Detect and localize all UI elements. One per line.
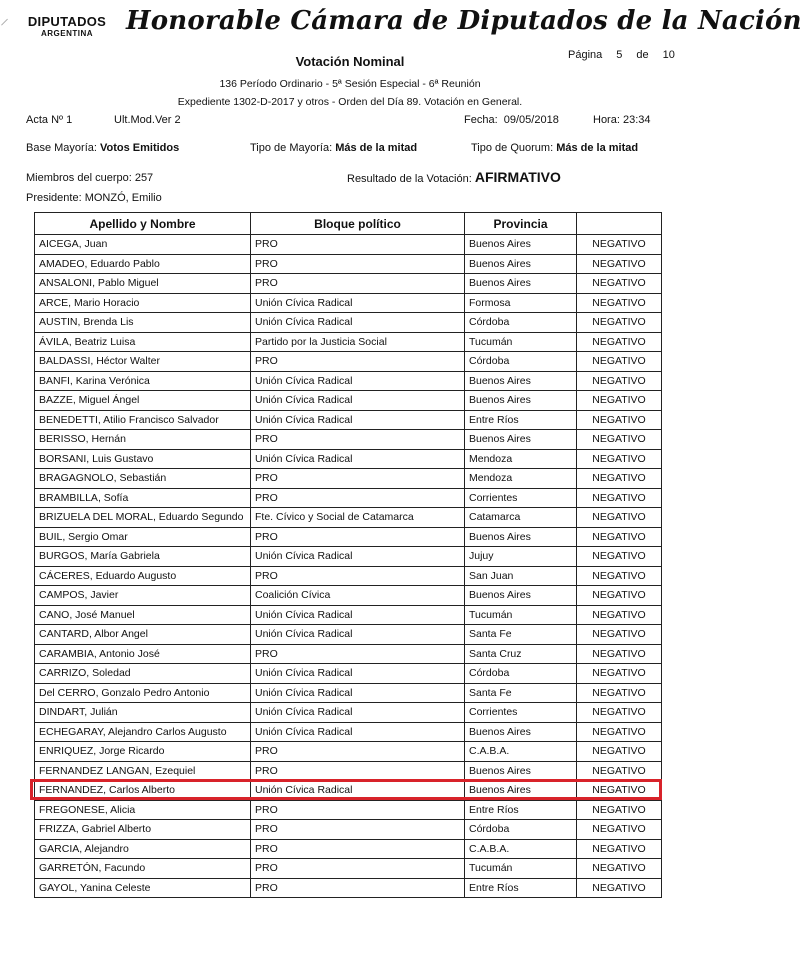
table-row <box>35 742 662 762</box>
vote-cell: NEGATIVO <box>577 859 662 879</box>
provincia-cell: Córdoba <box>465 820 577 840</box>
table-row <box>35 469 662 489</box>
table-row <box>35 859 662 879</box>
bloque-cell: PRO <box>251 644 465 664</box>
hora-value: 23:34 <box>622 114 651 126</box>
table-row <box>35 644 662 664</box>
bloque-cell: PRO <box>251 469 465 489</box>
tipo-mayoria-value: Más de la mitad <box>335 142 418 154</box>
quorum-label: Tipo de Quorum: <box>471 142 554 154</box>
table-row <box>35 839 662 859</box>
name-cell: CÁCERES, Eduardo Augusto <box>35 566 251 586</box>
bloque-cell: PRO <box>251 274 465 294</box>
vote-cell: NEGATIVO <box>577 313 662 333</box>
name-cell: BANFI, Karina Verónica <box>35 371 251 391</box>
provincia-cell: Buenos Aires <box>465 527 577 547</box>
name-cell: BORSANI, Luis Gustavo <box>35 449 251 469</box>
bloque-cell: Unión Cívica Radical <box>251 703 465 723</box>
bloque-cell: PRO <box>251 839 465 859</box>
provincia-cell: Entre Ríos <box>465 410 577 430</box>
bloque-cell: Coalición Cívica <box>251 586 465 606</box>
vote-cell: NEGATIVO <box>577 664 662 684</box>
provincia-cell: Córdoba <box>465 313 577 333</box>
pen-mark-icon: ⸝ <box>0 8 9 29</box>
vote-cell: NEGATIVO <box>577 566 662 586</box>
vote-cell: NEGATIVO <box>577 722 662 742</box>
bloque-cell: Unión Cívica Radical <box>251 605 465 625</box>
name-cell: BRAMBILLA, Sofía <box>35 488 251 508</box>
table-row <box>35 664 662 684</box>
name-cell: DINDART, Julián <box>35 703 251 723</box>
bloque-cell: PRO <box>251 742 465 762</box>
vote-cell: NEGATIVO <box>577 488 662 508</box>
provincia-cell: Santa Fe <box>465 683 577 703</box>
bloque-cell: PRO <box>251 235 465 255</box>
provincia-cell: Tucumán <box>465 859 577 879</box>
fecha-label: Fecha: <box>464 114 498 126</box>
name-cell: BUIL, Sergio Omar <box>35 527 251 547</box>
provincia-cell: Buenos Aires <box>465 391 577 411</box>
provincia-cell: Buenos Aires <box>465 586 577 606</box>
provincia-cell: San Juan <box>465 566 577 586</box>
bloque-cell: Unión Cívica Radical <box>251 371 465 391</box>
provincia-cell: Entre Ríos <box>465 800 577 820</box>
hora <box>593 114 651 126</box>
table-row <box>35 566 662 586</box>
name-cell: ANSALONI, Pablo Miguel <box>35 274 251 294</box>
table-row <box>35 586 662 606</box>
table-row <box>35 313 662 333</box>
provincia-cell: Buenos Aires <box>465 781 577 801</box>
table-row <box>35 508 662 528</box>
table-row <box>35 235 662 255</box>
bloque-cell: PRO <box>251 859 465 879</box>
page-title: Honorable Cámara de Diputados de la Nación <box>126 6 802 36</box>
name-cell: BRAGAGNOLO, Sebastián <box>35 469 251 489</box>
bloque-cell: PRO <box>251 527 465 547</box>
provincia-cell: Buenos Aires <box>465 430 577 450</box>
vote-cell: NEGATIVO <box>577 274 662 294</box>
name-cell: AUSTIN, Brenda Lis <box>35 313 251 333</box>
bloque-cell: Unión Cívica Radical <box>251 410 465 430</box>
table-row <box>35 410 662 430</box>
table-row <box>35 527 662 547</box>
vote-cell: NEGATIVO <box>577 547 662 567</box>
provincia-cell: Jujuy <box>465 547 577 567</box>
bloque-cell: PRO <box>251 352 465 372</box>
expediente-line: Expediente 1302-D-2017 y otros - Orden del Día 89. Votación en General. <box>177 96 523 108</box>
page-total: 10 <box>662 49 675 61</box>
bloque-cell: PRO <box>251 254 465 274</box>
vote-cell: NEGATIVO <box>577 683 662 703</box>
name-cell: BENEDETTI, Atilio Francisco Salvador <box>35 410 251 430</box>
provincia-cell: Formosa <box>465 293 577 313</box>
name-cell: ENRIQUEZ, Jorge Ricardo <box>35 742 251 762</box>
vote-cell: NEGATIVO <box>577 332 662 352</box>
table-row <box>35 800 662 820</box>
vote-cell: NEGATIVO <box>577 449 662 469</box>
vote-cell: NEGATIVO <box>577 235 662 255</box>
name-cell: CAMPOS, Javier <box>35 586 251 606</box>
tipo-mayoria-label: Tipo de Mayoría: <box>250 142 333 154</box>
vote-cell: NEGATIVO <box>577 742 662 762</box>
table-row <box>35 761 662 781</box>
vote-cell: NEGATIVO <box>577 625 662 645</box>
provincia-cell: C.A.B.A. <box>465 839 577 859</box>
bloque-cell: Unión Cívica Radical <box>251 547 465 567</box>
base-mayoria <box>26 142 179 154</box>
name-cell: FERNANDEZ LANGAN, Ezequiel <box>35 761 251 781</box>
name-cell: CANTARD, Albor Angel <box>35 625 251 645</box>
table-row <box>35 878 662 898</box>
bloque-cell: Unión Cívica Radical <box>251 391 465 411</box>
bloque-cell: PRO <box>251 878 465 898</box>
table-row <box>35 371 662 391</box>
name-cell: GARCIA, Alejandro <box>35 839 251 859</box>
name-cell: Del CERRO, Gonzalo Pedro Antonio <box>35 683 251 703</box>
vote-cell: NEGATIVO <box>577 800 662 820</box>
col-header-provincia: Provincia <box>465 213 577 235</box>
vote-cell: NEGATIVO <box>577 839 662 859</box>
page-label: Página <box>568 49 603 61</box>
table-row <box>35 683 662 703</box>
vote-cell: NEGATIVO <box>577 410 662 430</box>
vote-cell: NEGATIVO <box>577 352 662 372</box>
vote-cell: NEGATIVO <box>577 703 662 723</box>
name-cell: CANO, José Manuel <box>35 605 251 625</box>
table-row <box>35 605 662 625</box>
table-row <box>35 625 662 645</box>
name-cell: FREGONESE, Alicia <box>35 800 251 820</box>
table-row <box>35 781 662 801</box>
provincia-cell: Buenos Aires <box>465 274 577 294</box>
name-cell: BAZZE, Miguel Ángel <box>35 391 251 411</box>
table-row <box>35 449 662 469</box>
name-cell: CARAMBIA, Antonio José <box>35 644 251 664</box>
name-cell: BRIZUELA DEL MORAL, Eduardo Segundo <box>35 508 251 528</box>
name-cell: CARRIZO, Soledad <box>35 664 251 684</box>
col-header-bloque: Bloque político <box>251 213 465 235</box>
vote-cell: NEGATIVO <box>577 527 662 547</box>
acta-number: Acta Nº 1 <box>26 114 73 126</box>
resultado-value: AFIRMATIVO <box>474 169 561 185</box>
document-subtitle: Votación Nominal <box>295 54 405 69</box>
resultado-label: Resultado de la Votación: <box>347 173 472 185</box>
provincia-cell: Buenos Aires <box>465 371 577 391</box>
provincia-cell: Buenos Aires <box>465 761 577 781</box>
vote-cell: NEGATIVO <box>577 469 662 489</box>
name-cell: BURGOS, María Gabriela <box>35 547 251 567</box>
provincia-cell: Catamarca <box>465 508 577 528</box>
vote-cell: NEGATIVO <box>577 293 662 313</box>
bloque-cell: Partido por la Justicia Social <box>251 332 465 352</box>
name-cell: AICEGA, Juan <box>35 235 251 255</box>
tipo-mayoria <box>250 142 417 154</box>
bloque-cell: PRO <box>251 761 465 781</box>
provincia-cell: Buenos Aires <box>465 254 577 274</box>
bloque-cell: PRO <box>251 488 465 508</box>
table-row <box>35 488 662 508</box>
table-body <box>35 235 662 898</box>
provincia-cell: Corrientes <box>465 488 577 508</box>
provincia-cell: Tucumán <box>465 332 577 352</box>
bloque-cell: Unión Cívica Radical <box>251 313 465 333</box>
name-cell: GAYOL, Yanina Celeste <box>35 878 251 898</box>
resultado <box>347 169 561 185</box>
provincia-cell: Corrientes <box>465 703 577 723</box>
provincia-cell: Córdoba <box>465 664 577 684</box>
table-row <box>35 352 662 372</box>
table-header-row <box>35 213 662 235</box>
provincia-cell: Buenos Aires <box>465 722 577 742</box>
base-label: Base Mayoría: <box>26 142 97 154</box>
bloque-cell: PRO <box>251 820 465 840</box>
presidente: Presidente: MONZÓ, Emilio <box>26 192 162 204</box>
hora-label: Hora: <box>593 114 620 126</box>
vote-cell: NEGATIVO <box>577 508 662 528</box>
provincia-cell: C.A.B.A. <box>465 742 577 762</box>
name-cell: GARRETÓN, Facundo <box>35 859 251 879</box>
page-current: 5 <box>616 49 623 61</box>
provincia-cell: Santa Cruz <box>465 644 577 664</box>
table-row <box>35 547 662 567</box>
bloque-cell: Unión Cívica Radical <box>251 722 465 742</box>
bloque-cell: Fte. Cívico y Social de Catamarca <box>251 508 465 528</box>
bloque-cell: Unión Cívica Radical <box>251 664 465 684</box>
bloque-cell: PRO <box>251 566 465 586</box>
table-row <box>35 391 662 411</box>
table-row <box>35 703 662 723</box>
bloque-cell: Unión Cívica Radical <box>251 781 465 801</box>
name-cell: FRIZZA, Gabriel Alberto <box>35 820 251 840</box>
vote-cell: NEGATIVO <box>577 781 662 801</box>
name-cell: FERNANDEZ, Carlos Alberto <box>35 781 251 801</box>
bloque-cell: PRO <box>251 430 465 450</box>
bloque-cell: Unión Cívica Radical <box>251 293 465 313</box>
page-indicator <box>568 49 675 61</box>
tipo-quorum <box>471 142 638 154</box>
vote-cell: NEGATIVO <box>577 761 662 781</box>
bloque-cell: Unión Cívica Radical <box>251 449 465 469</box>
vote-cell: NEGATIVO <box>577 878 662 898</box>
vote-cell: NEGATIVO <box>577 430 662 450</box>
provincia-cell: Santa Fe <box>465 625 577 645</box>
name-cell: BERISSO, Hernán <box>35 430 251 450</box>
vote-cell: NEGATIVO <box>577 586 662 606</box>
provincia-cell: Mendoza <box>465 469 577 489</box>
table-row <box>35 820 662 840</box>
col-header-voto <box>577 213 662 235</box>
name-cell: ARCE, Mario Horacio <box>35 293 251 313</box>
provincia-cell: Entre Ríos <box>465 878 577 898</box>
quorum-value: Más de la mitad <box>556 142 639 154</box>
vote-cell: NEGATIVO <box>577 391 662 411</box>
votes-table <box>34 212 662 898</box>
vote-cell: NEGATIVO <box>577 254 662 274</box>
table-row <box>35 332 662 352</box>
name-cell: BALDASSI, Héctor Walter <box>35 352 251 372</box>
col-header-nombre: Apellido y Nombre <box>35 213 251 235</box>
logo-line-1: DIPUTADOS <box>27 14 107 29</box>
version: Ult.Mod.Ver 2 <box>114 114 181 126</box>
table-row <box>35 722 662 742</box>
page-sep: de <box>636 49 649 61</box>
table-row <box>35 254 662 274</box>
vote-cell: NEGATIVO <box>577 371 662 391</box>
bloque-cell: PRO <box>251 800 465 820</box>
miembros: Miembros del cuerpo: 257 <box>26 172 154 184</box>
provincia-cell: Buenos Aires <box>465 235 577 255</box>
provincia-cell: Córdoba <box>465 352 577 372</box>
vote-cell: NEGATIVO <box>577 820 662 840</box>
vote-cell: NEGATIVO <box>577 644 662 664</box>
bloque-cell: Unión Cívica Radical <box>251 683 465 703</box>
table-row <box>35 430 662 450</box>
table-row <box>35 293 662 313</box>
name-cell: AMADEO, Eduardo Pablo <box>35 254 251 274</box>
name-cell: ÁVILA, Beatriz Luisa <box>35 332 251 352</box>
provincia-cell: Mendoza <box>465 449 577 469</box>
name-cell: ECHEGARAY, Alejandro Carlos Augusto <box>35 722 251 742</box>
table-row <box>35 274 662 294</box>
logo-line-2: ARGENTINA <box>40 29 94 38</box>
bloque-cell: Unión Cívica Radical <box>251 625 465 645</box>
session-line: 136 Período Ordinario - 5ª Sesión Especial - 6ª Reunión <box>219 78 481 90</box>
fecha-value: 09/05/2018 <box>503 114 559 126</box>
provincia-cell: Tucumán <box>465 605 577 625</box>
logo <box>22 14 112 38</box>
fecha <box>464 114 559 126</box>
vote-cell: NEGATIVO <box>577 605 662 625</box>
base-value: Votos Emitidos <box>99 142 180 154</box>
